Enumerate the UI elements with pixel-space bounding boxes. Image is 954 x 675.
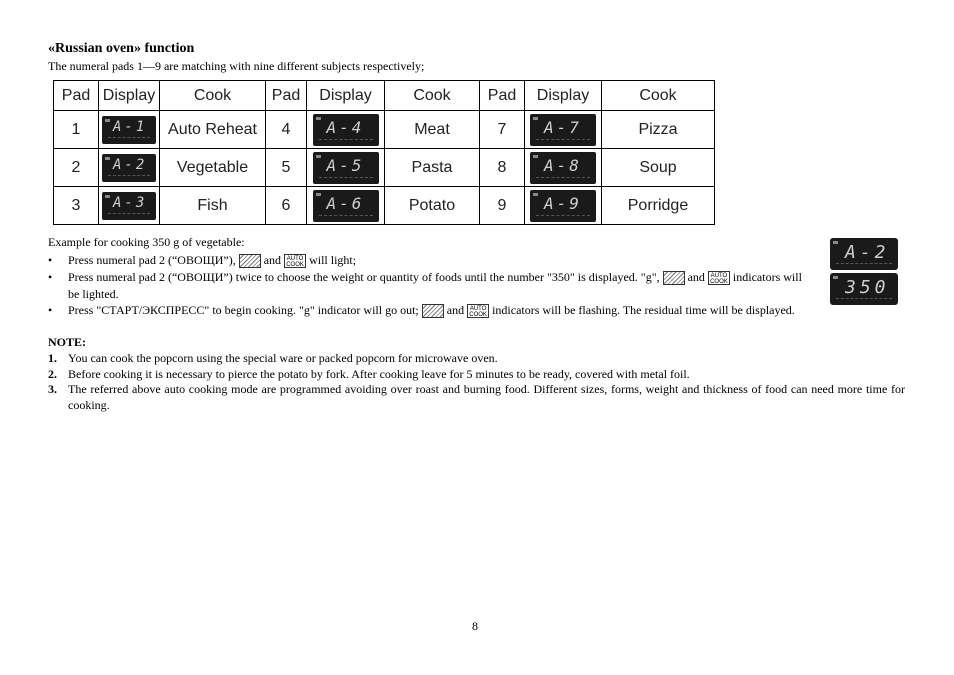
- display-cell: [525, 111, 602, 149]
- auto-cook-icon: AUTO COOK: [284, 254, 306, 268]
- lcd-display: [313, 190, 379, 222]
- pad-number: 9: [480, 187, 525, 225]
- cook-label: Vegetable: [160, 149, 266, 187]
- example-intro: Example for cooking 350 g of vegetable:: [48, 235, 245, 249]
- example-displays: [830, 238, 898, 308]
- bullet-item: [48, 252, 828, 269]
- cook-label: Auto Reheat: [160, 111, 266, 149]
- microwave-icon: [663, 271, 685, 285]
- lcd-display: [102, 192, 156, 220]
- pad-mapping-table: [53, 80, 715, 225]
- note-number: 1.: [48, 351, 57, 365]
- bullet-item: [48, 302, 828, 336]
- display-code: A-1: [113, 118, 148, 135]
- bullet-and: and: [263, 253, 282, 267]
- note-item: [48, 381, 908, 415]
- bullet-dot: •: [48, 253, 53, 267]
- cook-label: Fish: [160, 187, 266, 225]
- page-number: 8: [472, 619, 478, 633]
- display-code: A-3: [113, 194, 148, 211]
- display-code: A-7: [544, 117, 582, 137]
- lcd-display: [313, 152, 379, 184]
- table-row: [54, 111, 715, 149]
- pad-number: 2: [54, 149, 99, 187]
- note-item: [48, 350, 908, 366]
- pad-number: 5: [266, 149, 307, 187]
- bullet-text: Press numeral pad 2 (“ОВОЩИ”) twice to choose the weight or quantity of foods until the number "350" is displayed. "g",: [68, 270, 660, 284]
- microwave-icon: [422, 304, 444, 318]
- display-cell: [525, 149, 602, 187]
- cook-label: Pizza: [602, 111, 715, 149]
- display-code: A-9: [544, 193, 582, 213]
- note-text: The referred above auto cooking mode are programmed avoiding over roast and burning food. Different sizes, forms, weight and thickness of food can need more time for cooking.: [68, 382, 905, 412]
- lcd-display: [830, 238, 898, 270]
- note-number: 3.: [48, 382, 57, 396]
- display-cell: [99, 187, 160, 225]
- bullet-dot: •: [48, 303, 53, 317]
- cook-label: Pasta: [385, 149, 480, 187]
- table-header-row: [54, 81, 715, 111]
- lcd-display: [102, 116, 156, 144]
- display-code: A-8: [544, 155, 582, 175]
- bullet-text: Press numeral pad 2 (“ОВОЩИ”),: [68, 253, 236, 267]
- display-cell: [307, 187, 385, 225]
- note-number: 2.: [48, 367, 57, 381]
- display-code: A-2: [113, 156, 148, 173]
- bullet-text: indicators will be flashing. The residual time will be displayed.: [492, 303, 795, 317]
- pad-number: 1: [54, 111, 99, 149]
- auto-cook-icon: AUTO COOK: [467, 304, 489, 318]
- pad-number: 4: [266, 111, 307, 149]
- header-pad: Pad: [54, 81, 99, 111]
- display-code: A-2: [845, 242, 890, 263]
- bullet-text: will light;: [309, 253, 357, 267]
- display-cell: [307, 111, 385, 149]
- lcd-display: [530, 114, 596, 146]
- table-row: [54, 149, 715, 187]
- cook-label: Meat: [385, 111, 480, 149]
- display-code: A-4: [326, 117, 365, 137]
- note-item: [48, 366, 908, 382]
- lcd-display: [530, 190, 596, 222]
- lcd-display: [530, 152, 596, 184]
- section-heading: «Russian oven» function: [48, 41, 195, 56]
- bullet-and: and: [446, 303, 465, 317]
- cook-label: Potato: [385, 187, 480, 225]
- bullet-text: indicators will be lighted.: [68, 270, 802, 301]
- header-display: Display: [307, 81, 385, 111]
- header-pad: Pad: [480, 81, 525, 111]
- display-code: 350: [845, 277, 890, 298]
- bullet-item: [48, 269, 828, 303]
- header-cook: Cook: [160, 81, 266, 111]
- microwave-icon: [239, 254, 261, 268]
- pad-number: 6: [266, 187, 307, 225]
- auto-cook-icon: AUTO COOK: [708, 271, 730, 285]
- display-cell: [99, 149, 160, 187]
- section-subheading: The numeral pads 1—9 are matching with nine different subjects respectively;: [48, 59, 425, 73]
- note-label: NOTE:: [48, 335, 87, 349]
- header-display: Display: [99, 81, 160, 111]
- lcd-display: [313, 114, 379, 146]
- table-row: [54, 187, 715, 225]
- display-code: A-6: [326, 193, 365, 213]
- pad-number: 8: [480, 149, 525, 187]
- header-cook: Cook: [602, 81, 715, 111]
- display-cell: [99, 111, 160, 149]
- display-cell: [307, 149, 385, 187]
- lcd-display: [830, 273, 898, 305]
- lcd-display: [102, 154, 156, 182]
- bullet-and: and: [687, 270, 705, 284]
- bullet-dot: •: [48, 270, 53, 284]
- pad-number: 3: [54, 187, 99, 225]
- cook-label: Porridge: [602, 187, 715, 225]
- bullet-text: Press "СТАРТ/ЭКСПРЕСС" to begin cooking. "g" indicator will go out;: [68, 303, 419, 317]
- pad-number: 7: [480, 111, 525, 149]
- header-cook: Cook: [385, 81, 480, 111]
- note-text: You can cook the popcorn using the special ware or packed popcorn for microwave oven.: [68, 351, 498, 365]
- header-display: Display: [525, 81, 602, 111]
- display-cell: [525, 187, 602, 225]
- cook-label: Soup: [602, 149, 715, 187]
- display-code: A-5: [326, 155, 365, 175]
- header-pad: Pad: [266, 81, 307, 111]
- note-text: Before cooking it is necessary to pierce the potato by fork. After cooking leave for 5 minutes to be ready, covered with metal foil.: [68, 367, 690, 381]
